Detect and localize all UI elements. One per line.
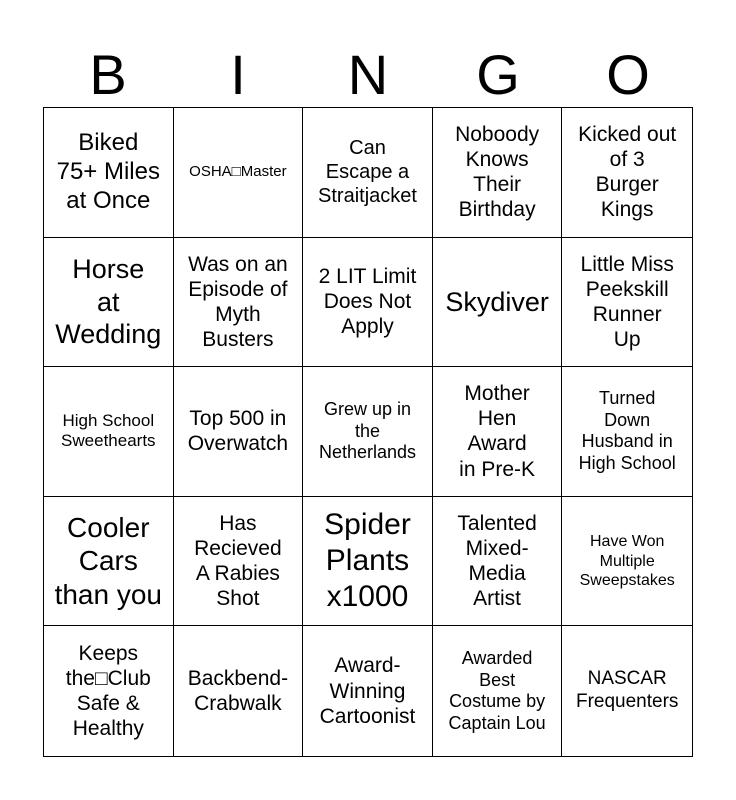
bingo-cell[interactable]: Backbend- Crabwalk	[174, 626, 304, 756]
bingo-cell[interactable]: Grew up in the Netherlands	[303, 367, 433, 497]
bingo-cell[interactable]: Cooler Cars than you	[44, 497, 174, 627]
bingo-cell[interactable]: Award- Winning Cartoonist	[303, 626, 433, 756]
bingo-cell[interactable]: Little Miss Peekskill Runner Up	[562, 238, 692, 368]
bingo-cell[interactable]: Biked 75+ Miles at Once	[44, 108, 174, 238]
header-letter: O	[606, 43, 650, 106]
bingo-cell[interactable]: Was on an Episode of Myth Busters	[174, 238, 304, 368]
bingo-cell[interactable]: Noboody Knows Their Birthday	[433, 108, 563, 238]
bingo-cell[interactable]: Kicked out of 3 Burger Kings	[562, 108, 692, 238]
bingo-cell[interactable]: Can Escape a Straitjacket	[303, 108, 433, 238]
bingo-cell[interactable]: Has Recieved A Rabies Shot	[174, 497, 304, 627]
bingo-header	[43, 42, 693, 108]
bingo-cell[interactable]: NASCAR Frequenters	[575, 668, 679, 713]
bingo-cell[interactable]: Talented Mixed- Media Artist	[433, 497, 563, 627]
header-letter: I	[230, 43, 246, 106]
header-letter: G	[476, 43, 520, 106]
bingo-cell[interactable]: OSHA□Master	[174, 108, 304, 238]
bingo-cell[interactable]: High School Sweethearts	[44, 367, 174, 497]
bingo-cell[interactable]: Have Won Multiple Sweepstakes	[562, 497, 692, 627]
bingo-cell[interactable]: Awarded Best Costume by Captain Lou	[433, 626, 563, 756]
header-letter: N	[347, 43, 389, 106]
bingo-cell[interactable]: Spider Plants x1000	[303, 497, 433, 627]
bingo-card	[43, 107, 693, 757]
bingo-cell[interactable]: Skydiver	[433, 238, 563, 368]
bingo-cell[interactable]: Top 500 in Overwatch	[174, 367, 304, 497]
bingo-cell[interactable]: 2 LIT Limit Does Not Apply	[303, 238, 433, 368]
bingo-cell[interactable]: Turned Down Husband in High School	[562, 367, 692, 497]
bingo-cell[interactable]: Horse at Wedding	[44, 238, 174, 368]
header-letter: B	[89, 43, 127, 106]
bingo-cell[interactable]: Mother Hen Award in Pre-K	[433, 367, 563, 497]
bingo-cell[interactable]: Keeps the□Club Safe & Healthy	[44, 626, 174, 756]
